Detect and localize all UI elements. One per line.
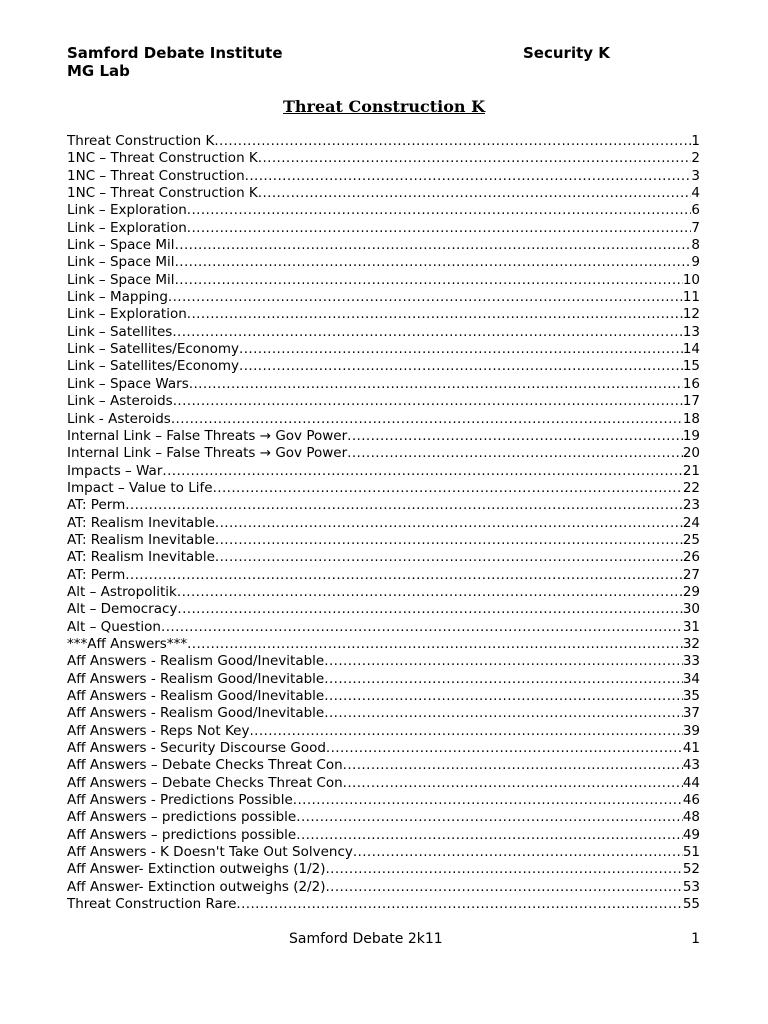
toc-entry[interactable] xyxy=(67,757,700,774)
toc-dot-leader xyxy=(168,289,683,306)
footer-page-number: 1 xyxy=(691,931,700,947)
toc-entry-page: 41 xyxy=(682,740,700,757)
toc-dot-leader xyxy=(187,306,683,323)
toc-entry[interactable] xyxy=(67,185,700,202)
toc-entry-page: 22 xyxy=(682,479,700,496)
toc-entry[interactable] xyxy=(67,133,700,150)
toc-dot-leader xyxy=(214,133,691,150)
toc-dot-leader xyxy=(249,723,682,740)
toc-entry-page: 6 xyxy=(691,202,700,219)
toc-dot-leader xyxy=(324,688,683,705)
toc-entry[interactable] xyxy=(67,861,700,878)
toc-entry-title: Aff Answers - Realism Good/Inevitable xyxy=(67,688,325,704)
toc-dot-leader xyxy=(324,653,683,670)
table-of-contents xyxy=(67,133,700,913)
toc-entry-title: Alt – Astropolitik xyxy=(67,583,177,600)
toc-entry[interactable] xyxy=(67,220,700,237)
toc-entry-page: 4 xyxy=(691,185,700,202)
toc-entry[interactable] xyxy=(67,671,700,688)
toc-entry[interactable] xyxy=(67,844,700,861)
toc-entry[interactable] xyxy=(67,480,700,497)
toc-entry[interactable] xyxy=(67,376,700,393)
toc-dot-leader xyxy=(175,237,692,254)
toc-entry-page: 19 xyxy=(682,427,700,444)
toc-entry-title: Aff Answers - Realism Good/Inevitable xyxy=(67,670,325,687)
toc-entry-title: Link – Asteroids xyxy=(67,393,173,410)
toc-dot-leader xyxy=(187,636,683,653)
toc-entry-page: 48 xyxy=(682,809,700,826)
toc-dot-leader xyxy=(215,515,683,532)
toc-entry[interactable] xyxy=(67,497,700,514)
toc-entry-title: Impacts – War xyxy=(67,462,163,479)
toc-entry[interactable] xyxy=(67,809,700,826)
toc-entry-page: 1 xyxy=(691,133,700,149)
footer-text: Samford Debate 2k11 xyxy=(289,931,443,947)
toc-entry[interactable] xyxy=(67,463,700,480)
toc-dot-leader xyxy=(347,445,683,462)
toc-entry-page: 9 xyxy=(691,254,700,271)
toc-entry[interactable] xyxy=(67,445,700,462)
toc-dot-leader xyxy=(162,463,682,480)
toc-entry[interactable] xyxy=(67,272,700,289)
toc-entry-title: Impact – Value to Life xyxy=(67,479,213,496)
toc-entry-title: Aff Answers - Predictions Possible xyxy=(67,792,293,809)
toc-entry[interactable] xyxy=(67,324,700,341)
toc-entry-page: 18 xyxy=(682,410,700,427)
toc-entry[interactable] xyxy=(67,584,700,601)
toc-entry-title: Link – Exploration xyxy=(67,219,187,236)
toc-entry-title: Link – Space Wars xyxy=(67,375,189,392)
toc-entry-title: Aff Answers - Realism Good/Inevitable xyxy=(67,705,325,722)
toc-entry-title: Internal Link – False Threats → Gov Power xyxy=(67,427,348,444)
toc-entry-title: 1NC – Threat Construction K xyxy=(67,185,258,202)
toc-entry-page: 24 xyxy=(682,514,700,531)
toc-entry-page: 46 xyxy=(682,792,700,809)
toc-dot-leader xyxy=(353,844,683,861)
toc-dot-leader xyxy=(161,619,683,636)
toc-entry[interactable] xyxy=(67,150,700,167)
toc-entry[interactable] xyxy=(67,254,700,271)
toc-entry[interactable] xyxy=(67,567,700,584)
toc-dot-leader xyxy=(175,272,683,289)
toc-entry-page: 35 xyxy=(682,688,700,704)
toc-entry-title: Aff Answers – Debate Checks Threat Con xyxy=(67,757,343,774)
toc-entry-page: 7 xyxy=(691,219,700,236)
toc-entry-title: Threat Construction K xyxy=(67,133,215,149)
toc-entry-page: 53 xyxy=(682,878,700,895)
toc-entry-page: 44 xyxy=(682,774,700,791)
toc-dot-leader xyxy=(293,792,683,809)
toc-entry-title: Aff Answers - Reps Not Key xyxy=(67,722,250,739)
toc-entry-page: 20 xyxy=(682,445,700,462)
toc-dot-leader xyxy=(296,827,683,844)
toc-entry-title: Alt – Question xyxy=(67,618,161,635)
toc-entry[interactable] xyxy=(67,341,700,358)
toc-entry-title: AT: Realism Inevitable xyxy=(67,549,215,566)
toc-entry[interactable] xyxy=(67,289,700,306)
toc-dot-leader xyxy=(189,376,683,393)
header-org: Samford Debate Institute xyxy=(67,44,283,62)
toc-entry-page: 52 xyxy=(682,861,700,878)
toc-entry[interactable] xyxy=(67,601,700,618)
toc-entry[interactable] xyxy=(67,653,700,670)
toc-entry-title: Aff Answers - Security Discourse Good xyxy=(67,740,326,757)
toc-entry-page: 32 xyxy=(682,635,700,652)
toc-entry[interactable] xyxy=(67,740,700,757)
toc-entry-title: Aff Answers – predictions possible xyxy=(67,809,297,826)
toc-dot-leader xyxy=(125,567,683,584)
toc-dot-leader xyxy=(187,202,692,219)
toc-entry-page: 49 xyxy=(682,826,700,843)
toc-entry-title: 1NC – Threat Construction K xyxy=(67,150,258,167)
toc-entry-title: Link – Exploration xyxy=(67,306,187,323)
toc-entry-title: Link – Satellites xyxy=(67,323,173,340)
toc-entry-title: Link – Satellites/Economy xyxy=(67,341,240,358)
toc-entry[interactable] xyxy=(67,723,700,740)
toc-entry-title: Aff Answers – Debate Checks Threat Con xyxy=(67,774,343,791)
toc-dot-leader xyxy=(325,861,682,878)
toc-dot-leader xyxy=(215,532,683,549)
toc-dot-leader xyxy=(347,428,683,445)
toc-entry-page: 13 xyxy=(682,323,700,340)
toc-dot-leader xyxy=(325,879,682,896)
toc-entry-title: Link – Space Mil xyxy=(67,271,175,288)
toc-dot-leader xyxy=(245,168,692,185)
toc-entry-page: 3 xyxy=(691,167,700,184)
toc-entry-title: Threat Construction Rare xyxy=(67,896,237,913)
toc-entry[interactable] xyxy=(67,792,700,809)
toc-dot-leader xyxy=(171,411,683,428)
toc-entry[interactable] xyxy=(67,879,700,896)
toc-entry-page: 25 xyxy=(682,531,700,548)
toc-entry-title: Link – Mapping xyxy=(67,289,168,306)
toc-dot-leader xyxy=(175,254,692,271)
toc-entry[interactable] xyxy=(67,705,700,722)
toc-entry-title: Link - Asteroids xyxy=(67,410,171,427)
toc-entry-title: Aff Answer- Extinction outweighs (1/2) xyxy=(67,861,326,878)
toc-entry-page: 55 xyxy=(682,896,700,913)
toc-entry-title: Alt – Democracy xyxy=(67,601,178,618)
toc-entry-page: 14 xyxy=(682,341,700,358)
toc-entry-page: 12 xyxy=(682,306,700,323)
toc-entry-title: Aff Answer- Extinction outweighs (2/2) xyxy=(67,878,326,895)
toc-dot-leader xyxy=(213,480,683,497)
toc-entry[interactable] xyxy=(67,237,700,254)
toc-entry-page: 29 xyxy=(682,583,700,600)
toc-entry-title: AT: Realism Inevitable xyxy=(67,514,215,531)
toc-entry-title: AT: Realism Inevitable xyxy=(67,531,215,548)
toc-entry-page: 34 xyxy=(682,670,700,687)
toc-entry-page: 31 xyxy=(682,618,700,635)
toc-entry-title: ***Aff Answers*** xyxy=(67,635,188,652)
toc-entry-page: 11 xyxy=(682,289,700,306)
toc-dot-leader xyxy=(343,775,683,792)
toc-entry-title: AT: Perm xyxy=(67,566,126,583)
toc-dot-leader xyxy=(239,341,683,358)
toc-entry[interactable] xyxy=(67,896,700,913)
toc-entry-title: AT: Perm xyxy=(67,497,126,514)
toc-entry-page: 2 xyxy=(691,150,700,167)
toc-entry-page: 30 xyxy=(682,601,700,618)
toc-entry-page: 26 xyxy=(682,549,700,566)
toc-dot-leader xyxy=(239,358,683,375)
toc-dot-leader xyxy=(177,601,682,618)
toc-entry[interactable] xyxy=(67,619,700,636)
toc-entry[interactable] xyxy=(67,636,700,653)
toc-dot-leader xyxy=(172,324,683,341)
toc-dot-leader xyxy=(236,896,682,913)
toc-entry[interactable] xyxy=(67,827,700,844)
toc-entry-title: Aff Answers - K Doesn't Take Out Solvency xyxy=(67,844,353,861)
toc-entry-title: 1NC – Threat Construction xyxy=(67,167,245,184)
toc-dot-leader xyxy=(258,150,692,167)
toc-entry[interactable] xyxy=(67,532,700,549)
toc-dot-leader xyxy=(215,549,683,566)
toc-dot-leader xyxy=(173,393,683,410)
toc-entry[interactable] xyxy=(67,306,700,323)
toc-entry[interactable] xyxy=(67,393,700,410)
toc-entry-page: 33 xyxy=(682,653,700,670)
toc-entry[interactable] xyxy=(67,168,700,185)
toc-entry-page: 16 xyxy=(682,375,700,392)
toc-entry-page: 10 xyxy=(682,271,700,288)
toc-entry-page: 27 xyxy=(682,566,700,583)
header-topic: Security K xyxy=(523,44,610,62)
toc-entry[interactable] xyxy=(67,515,700,532)
toc-entry-page: 37 xyxy=(682,705,700,722)
toc-dot-leader xyxy=(326,740,683,757)
toc-entry-page: 39 xyxy=(682,722,700,739)
toc-entry-title: Link – Satellites/Economy xyxy=(67,358,240,375)
toc-dot-leader xyxy=(187,220,692,237)
toc-entry-page: 23 xyxy=(682,497,700,514)
toc-dot-leader xyxy=(324,671,683,688)
toc-dot-leader xyxy=(296,809,683,826)
toc-entry-title: Aff Answers – predictions possible xyxy=(67,826,297,843)
document-title: Threat Construction K xyxy=(283,97,485,116)
toc-entry-page: 15 xyxy=(682,358,700,375)
toc-entry-page: 17 xyxy=(682,393,700,410)
toc-entry[interactable] xyxy=(67,202,700,219)
toc-entry[interactable] xyxy=(67,688,700,705)
toc-dot-leader xyxy=(343,757,683,774)
toc-dot-leader xyxy=(125,497,683,514)
toc-entry-title: Internal Link – False Threats → Gov Power xyxy=(67,445,348,462)
toc-dot-leader xyxy=(177,584,683,601)
toc-entry-page: 8 xyxy=(691,237,700,254)
toc-entry[interactable] xyxy=(67,411,700,428)
toc-entry[interactable] xyxy=(67,428,700,445)
toc-entry-title: Link – Exploration xyxy=(67,202,187,219)
toc-entry-title: Aff Answers - Realism Good/Inevitable xyxy=(67,653,325,670)
toc-entry-title: Link – Space Mil xyxy=(67,237,175,254)
toc-entry-page: 21 xyxy=(682,462,700,479)
toc-dot-leader xyxy=(258,185,692,202)
toc-entry-page: 43 xyxy=(682,757,700,774)
toc-entry-title: Link – Space Mil xyxy=(67,254,175,271)
toc-dot-leader xyxy=(324,705,683,722)
toc-entry-page: 51 xyxy=(682,844,700,861)
toc-entry[interactable] xyxy=(67,549,700,566)
toc-entry[interactable] xyxy=(67,775,700,792)
header-lab: MG Lab xyxy=(67,62,130,80)
toc-entry[interactable] xyxy=(67,358,700,375)
